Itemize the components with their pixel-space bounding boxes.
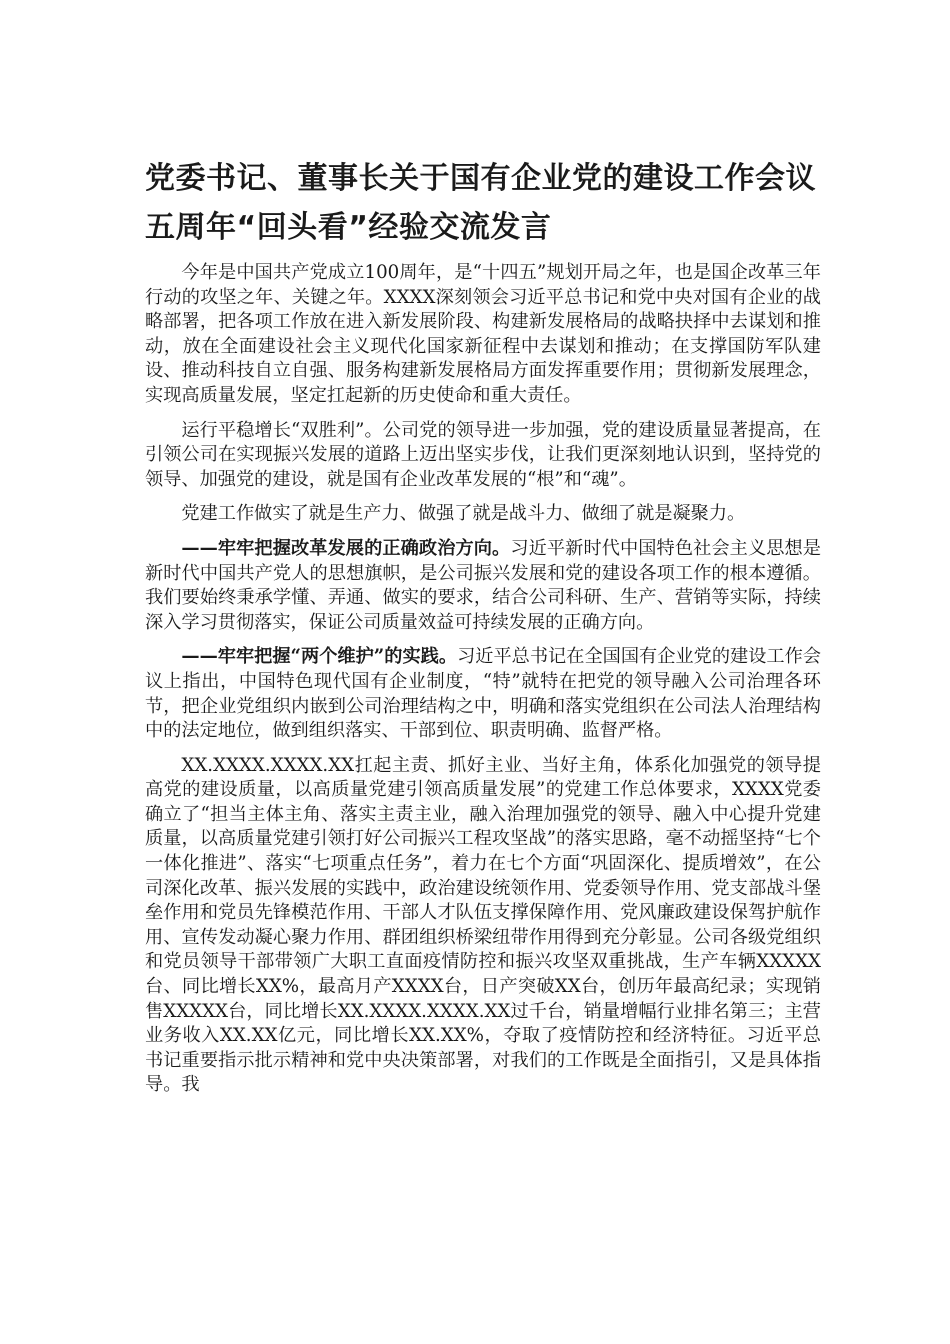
paragraph-5	[145, 645, 821, 743]
paragraph-2	[145, 419, 821, 493]
paragraph-text: 习近平总书记在全国国有企业党的建设工作会议上指出，中国特色现代国有企业制度，“特”就特在把党的领导融入公司治理各环节，把企业党组织内嵌到公司治理结构之中，明确和落实党组织在公司法人治理结构中的法定地位，做到组织落实、干部到位、职责明确、监督严格。	[145, 646, 821, 742]
paragraph-text: 今年是中国共产党成立100周年，是“十四五”规划开局之年，也是国企改革三年行动的攻坚之年、关键之年。XXXX深刻领会习近平总书记和党中央对国有企业的战略部署，把各项工作放在进入新发展阶段、构建新发展格局的战略抉择中去谋划和推动，放在全面建设社会主义现代化国家新征程中去谋划和推动；在支撑国防军队建设、推动科技自立自强、服务构建新发展格局方面发挥重要作用；贯彻新发展理念，实现高质量发展，坚定扛起新的历史使命和重大责任。	[145, 262, 821, 406]
document-title: 党委书记、董事长关于国有企业党的建设工作会议五周年“回头看”经验交流发言	[145, 161, 816, 245]
paragraph-1	[145, 261, 821, 409]
document-body	[145, 261, 821, 1108]
paragraph-text: 党建工作做实了就是生产力、做强了就是战斗力、做细了就是凝聚力。	[181, 503, 746, 525]
paragraph-3	[145, 502, 821, 527]
paragraph-text: XX.XXXX.XXXX.XX扛起主责、抓好主业、当好主角，体系化加强党的领导提高党的建设质量，以高质量党建引领高质量发展”的党建工作总体要求，XXXX党委确立了“担当主体主角、落实主责主业，融入治理加强党的领导、融入中心提升党建质量，以高质量党建引领打好公司振兴工程攻坚战”的落实思路，毫不动摇坚持“七个一体化推进”、落实“七项重点任务”，着力在七个方面“巩固深化、提质增效”，在公司深化改革、振兴发展的实践中，政治建设统领作用、党委领导作用、党支部战斗堡垒作用和党员先锋模范作用、干部人才队伍支撑保障作用、党风廉政建设保驾护航作用、宣传发动凝心聚力作用、群团组织桥梁纽带作用得到充分彰显。公司各级党组织和党员领导干部带领广大职工直面疫情防控和振兴攻坚双重挑战，生产车辆XXXXX台、同比增长XX%，最高月产XXXX台，日产突破XX台，创历年最高纪录；实现销售XXXXX台，同比增长XX.XXXX.XXXX.XX过千台，销量增幅行业排名第三；主营业务收入XX.XX亿元，同比增长XX.XX%，夺取了疫情防控和经济特征。习近平总书记重要指示批示精神和党中央决策部署，对我们的工作既是全面指引，又是具体指导。我	[145, 754, 821, 1096]
paragraph-text: 习近平新时代中国特色社会主义思想是新时代中国共产党人的思想旗帜，是公司振兴发展和党的建设各项工作的根本遵循。我们要始终秉承学懂、弄通、做实的要求，结合公司科研、生产、营销等实际，持续深入学习贯彻落实，保证公司质量效益可持续发展的正确方向。	[145, 537, 821, 633]
paragraph-lead-heading: ——牢牢把握“两个维护”的实践。	[181, 646, 458, 668]
paragraph-text: 运行平稳增长“双胜利”。公司党的领导进一步加强，党的建设质量显著提高，在引领公司在实现振兴发展的道路上迈出坚实步伐，让我们更深刻地认识到，坚持党的领导、加强党的建设，就是国有企业改革发展的“根”和“魂”。	[145, 419, 821, 490]
paragraph-4	[145, 537, 821, 635]
paragraph-6	[145, 754, 821, 1098]
paragraph-lead-heading: ——牢牢把握改革发展的正确政治方向。	[181, 537, 511, 559]
